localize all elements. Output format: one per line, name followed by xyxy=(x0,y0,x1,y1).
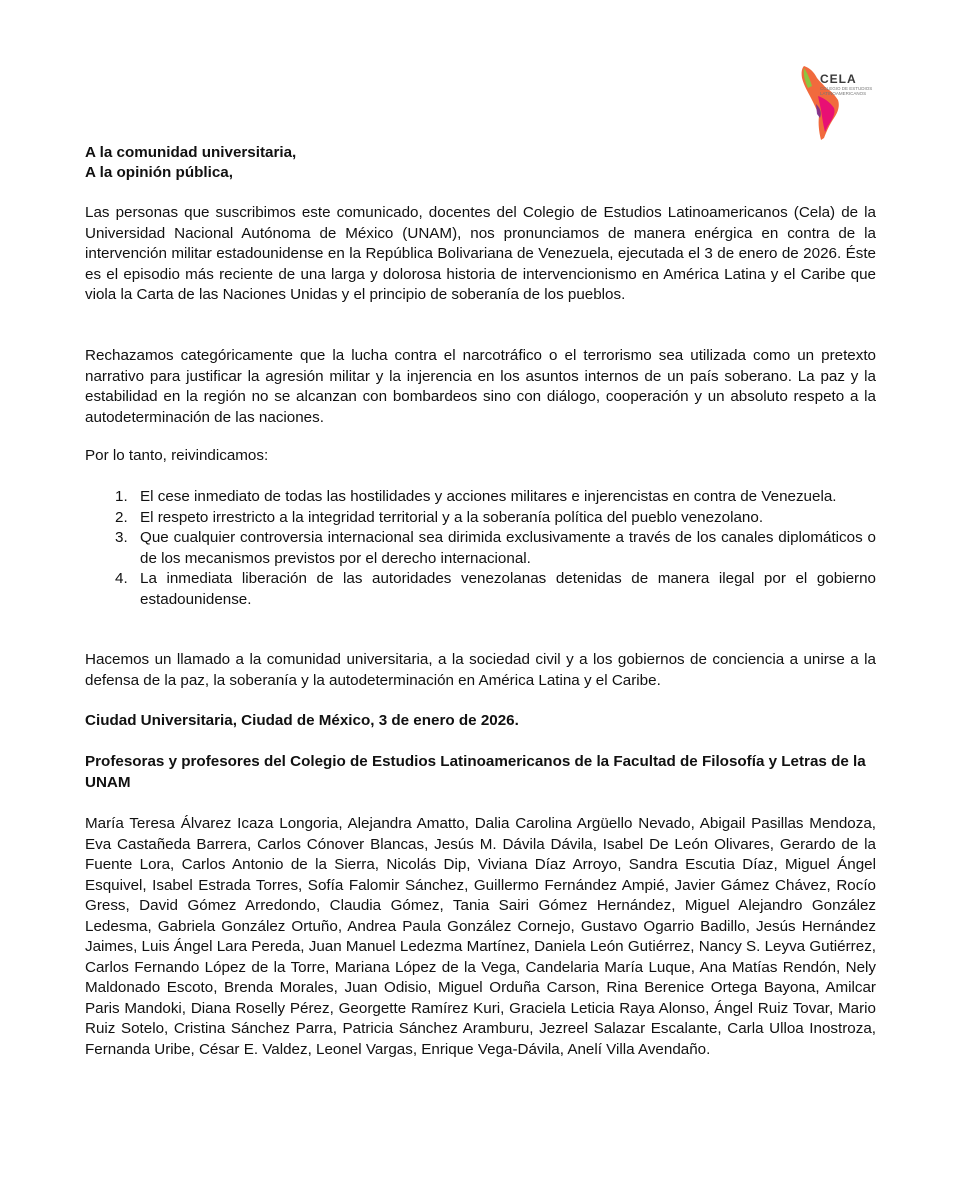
paragraph-demands-intro: Por lo tanto, reivindicamos: xyxy=(85,447,269,464)
greeting-line-1: A la comunidad universitaria, xyxy=(85,144,297,161)
place-date: Ciudad Universitaria, Ciudad de México, 3 de enero de 2026. xyxy=(85,712,519,729)
list-item: 4. La inmediata liberación de las autoridades venezolanas detenidas de manera ilegal por el gobierno estadounidense. xyxy=(115,570,876,608)
list-item: 1. El cese inmediato de todas las hostilidades y acciones militares e injerencistas en contra de Venezuela. xyxy=(115,488,837,505)
signatories-list: María Teresa Álvarez Icaza Longoria, Alejandra Amatto, Dalia Carolina Argüello Nevado, Abigail Pasillas Mendoza, Eva Castañeda Barrera, Carlos Cónover Blancas, Jesús M. Dávila Dávila, Isabel De León Olivares, Gerardo de la Fuente Lora, Carlos Antonio de la Sierra, Nicolás Dip, Viviana Díaz Arroyo, Sandra Escutia Díaz, Miguel Ángel Esquivel, Isabel Estrada Torres, Sofía Falomir Sánchez, Guillermo Fernández Ampié, Javier Gámez Chávez, Rocío Gress, David Gómez Arredondo, Claudia Gómez, Tania Sairi Gómez Hernández, Miguel Alejandro González Ledesma, Gabriela González Ortuño, Andrea Paula González Cornejo, Gustavo Ogarrio Badillo, Jesús Hernández Jaimes, Luis Ángel Lara Pereda, Juan Manuel Ledezma Martínez, Daniela León Gutiérrez, Nancy S. Leyva Gutiérrez, Carlos Fernando López de la Torre, Mariana López de la Vega, Candelaria María Luque, Ana Matías Rendón, Nely Maldonado Escoto, Brenda Morales, Juan Odisio, Miguel Orduña Carson, Rina Berenice Ortega Bayona, Amilcar Paris Mandoki, Diana Roselly Pérez, Georgette Ramírez Kuri, Graciela Leticia Raya Alonso, Ángel Ruiz Tovar, Mario Ruiz Sotelo, Cristina Sánchez Parra, Patricia Sánchez Aramburu, Jezreel Salazar Escalante, Carla Ulloa Inostroza, Fernanda Uribe, César E. Valdez, Leonel Vargas, Enrique Vega-Dávila, Anelí Villa Avendaño. xyxy=(85,815,877,1058)
cela-logo xyxy=(790,64,900,144)
paragraph-rejection: Rechazamos categóricamente que la lucha contra el narcotráfico o el terrorismo sea utilizada como un pretexto narrativo para justificar la agresión militar y la injerencia en los asuntos internos de un país soberano. La paz y la estabilidad en la región no se alcanzan con bombardeos sino con diálogo, cooperación y un absoluto respeto a la autodeterminación de las naciones. xyxy=(85,347,876,426)
logo-title: CELA xyxy=(820,72,857,86)
demands-list xyxy=(115,487,876,610)
greeting-line-2: A la opinión pública, xyxy=(85,164,233,181)
paragraph-call: Hacemos un llamado a la comunidad universitaria, a la sociedad civil y a los gobiernos de conciencia a unirse a la defensa de la paz, la soberanía y la autodeterminación en América Latina y el Caribe. xyxy=(85,651,876,689)
signatories-heading: Profesoras y profesores del Colegio de Estudios Latinoamericanos de la Facultad de Filosofía y Letras de la UNAM xyxy=(85,753,866,791)
logo-subtitle: COLEGIO DE ESTUDIOS LATINOAMERICANOS xyxy=(820,86,873,96)
paragraph-intro: Las personas que suscribimos este comunicado, docentes del Colegio de Estudios Latinoamericanos (Cela) de la Universidad Nacional Autónoma de México (UNAM), nos pronunciamos de manera enérgica en contra de la intervención militar estadounidense en la República Bolivariana de Venezuela, ejecutada el 3 de enero de 2026. Éste es el episodio más reciente de una larga y dolorosa historia de intervencionismo en América Latina y el Caribe que viola la Carta de las Naciones Unidas y el principio de soberanía de los pueblos. xyxy=(85,204,876,303)
greeting xyxy=(85,143,296,183)
list-item: 2. El respeto irrestricto a la integridad territorial y a la soberanía política del pueblo venezolano. xyxy=(115,508,764,526)
list-item: 3. Que cualquier controversia internacional sea dirimida exclusivamente a través de los canales diplomáticos o de los mecanismos previstos por el derecho internacional. xyxy=(115,529,876,567)
